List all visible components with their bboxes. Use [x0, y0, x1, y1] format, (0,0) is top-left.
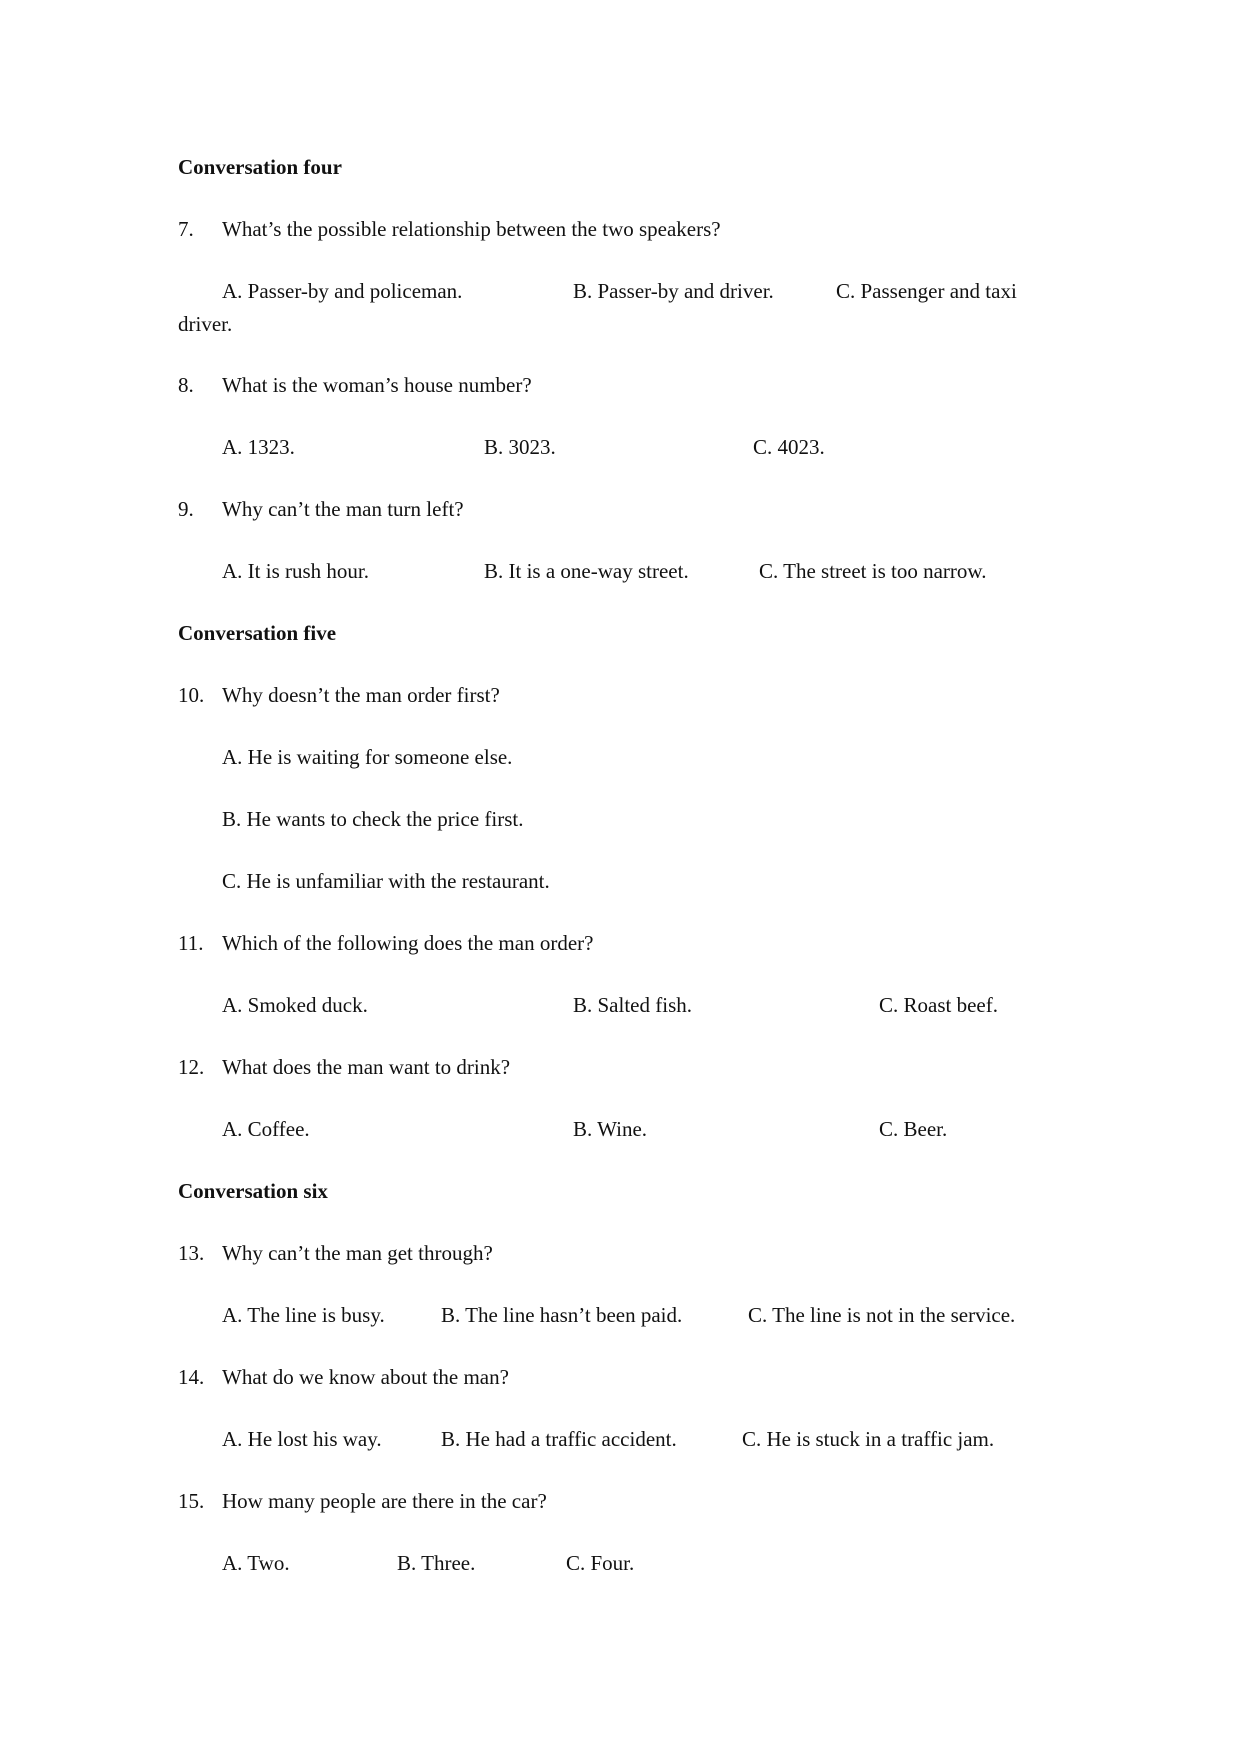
option-c: C. Passenger and taxi	[836, 279, 1017, 303]
question-text: Why can’t the man get through?	[222, 1241, 493, 1265]
option-a: A. Two.	[222, 1551, 290, 1575]
option-a: A. He is waiting for someone else.	[222, 745, 513, 769]
option-c: C. 4023.	[753, 435, 825, 459]
option-b: B. Three.	[397, 1551, 476, 1575]
question-number: 14.	[178, 1365, 205, 1389]
question-number: 9.	[178, 497, 194, 521]
section-heading: Conversation five	[178, 621, 337, 645]
option-b: B. Salted fish.	[573, 993, 692, 1017]
option-a: A. It is rush hour.	[222, 559, 369, 583]
option-a: A. Smoked duck.	[222, 993, 368, 1017]
question-text: What does the man want to drink?	[222, 1055, 511, 1079]
question-text: What is the woman’s house number?	[222, 373, 532, 397]
option-b: B. Wine.	[573, 1117, 648, 1141]
option-c: C. The line is not in the service.	[748, 1303, 1016, 1327]
option-b: B. 3023.	[484, 435, 556, 459]
option-c: C. Roast beef.	[879, 993, 998, 1017]
option-b: B. He had a traffic accident.	[441, 1427, 677, 1451]
question-number: 15.	[178, 1489, 205, 1513]
question-number: 12.	[178, 1055, 205, 1079]
option-a: A. Passer-by and policeman.	[222, 279, 463, 303]
question-text: Which of the following does the man order?	[222, 931, 594, 955]
question-number: 7.	[178, 217, 194, 241]
option-a: A. He lost his way.	[222, 1427, 382, 1451]
option-b: B. The line hasn’t been paid.	[441, 1303, 683, 1327]
option-c: C. The street is too narrow.	[759, 559, 987, 583]
question-number: 10.	[178, 683, 205, 707]
option-c: C. Four.	[566, 1551, 635, 1575]
option-b: B. He wants to check the price first.	[222, 807, 524, 831]
option-b: B. Passer-by and driver.	[573, 279, 774, 303]
question-text: How many people are there in the car?	[222, 1489, 547, 1513]
question-number: 8.	[178, 373, 194, 397]
option-c-continuation: driver.	[178, 312, 233, 336]
question-text: What’s the possible relationship between the two speakers?	[222, 217, 721, 241]
option-a: A. Coffee.	[222, 1117, 310, 1141]
question-text: Why doesn’t the man order first?	[222, 683, 500, 707]
question-number: 11.	[178, 931, 204, 955]
option-a: A. 1323.	[222, 435, 295, 459]
option-c: C. He is stuck in a traffic jam.	[742, 1427, 995, 1451]
question-text: Why can’t the man turn left?	[222, 497, 464, 521]
section-heading: Conversation four	[178, 155, 342, 179]
section-heading: Conversation six	[178, 1179, 328, 1203]
option-a: A. The line is busy.	[222, 1303, 385, 1327]
option-c: C. He is unfamiliar with the restaurant.	[222, 869, 550, 893]
question-text: What do we know about the man?	[222, 1365, 509, 1389]
option-c: C. Beer.	[879, 1117, 948, 1141]
option-b: B. It is a one-way street.	[484, 559, 689, 583]
question-number: 13.	[178, 1241, 205, 1265]
